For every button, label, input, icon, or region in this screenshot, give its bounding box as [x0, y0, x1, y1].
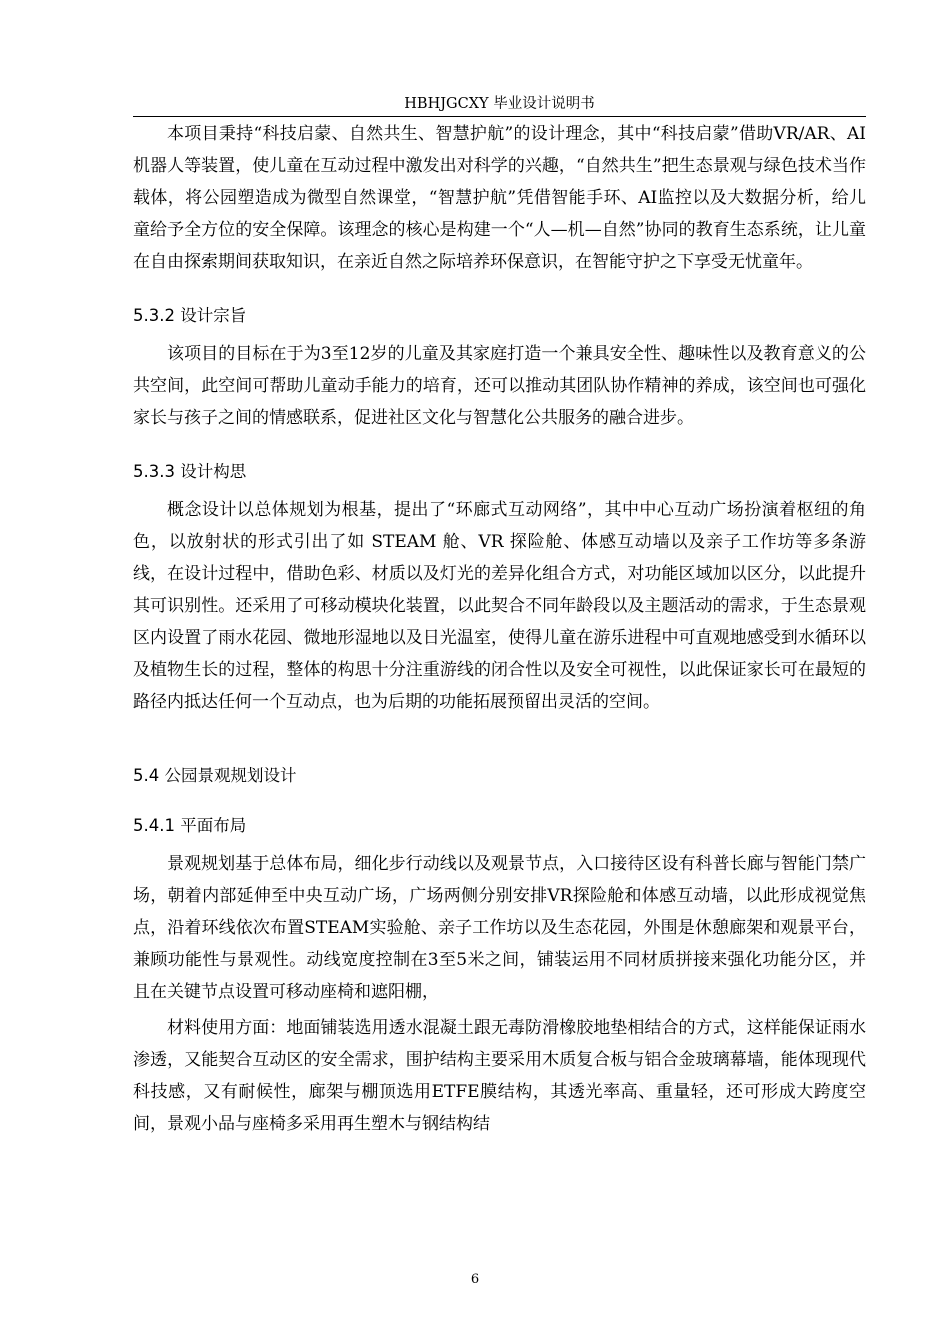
page-content: [133, 118, 866, 1140]
page-header: HBHJGCXY 毕业设计说明书: [133, 92, 866, 117]
page-number: 6: [470, 1272, 480, 1287]
heading-5-4-1: 5.4.1 平面布局: [133, 816, 247, 835]
heading-5-4: 5.4 公园景观规划设计: [133, 766, 297, 785]
paragraph-design-purpose: 该项目的目标在于为3至12岁的儿童及其家庭打造一个兼具安全性、趣味性以及教育意义的公共空间，此空间可帮助儿童动手能力的培育，还可以推动其团队协作精神的养成，该空间也可强化家长与孩子之间的情感联系，促进社区文化与智慧化公共服务的融合进步。: [133, 344, 866, 428]
heading-5-3-2: 5.3.2 设计宗旨: [133, 306, 247, 325]
paragraph-design-concept: 本项目秉持“科技启蒙、自然共生、智慧护航”的设计理念，其中“科技启蒙”借助VR/AR、AI机器人等装置，使儿童在互动过程中激发出对科学的兴趣，“自然共生”把生态景观与绿色技术当作载体，将公园塑造成为微型自然课堂，“智慧护航”凭借智能手环、AI监控以及大数据分析，给儿童给予全方位的安全保障。该理念的核心是构建一个“人—机—自然”协同的教育生态系统，让儿童在自由探索期间获取知识，在亲近自然之际培养环保意识，在智能守护之下享受无忧童年。: [133, 124, 866, 272]
paragraph-design-idea: 概念设计以总体规划为根基，提出了“环廊式互动网络”，其中中心互动广场扮演着枢纽的角色，以放射状的形式引出了如 STEAM 舱、VR 探险舱、体感互动墙以及亲子工作坊等多条游线，在设计过程中，借助色彩、材质以及灯光的差异化组合方式，对功能区域加以区分，以此提升其可识别性。还采用了可移动模块化装置，以此契合不同年龄段以及主题活动的需求，于生态景观区内设置了雨水花园、微地形湿地以及日光温室，使得儿童在游乐进程中可直观地感受到水循环以及植物生长的过程，整体的构思十分注重游线的闭合性以及安全可视性，以此保证家长可在最短的路径内抵达任何一个互动点，也为后期的功能拓展预留出灵活的空间。: [133, 500, 866, 712]
paragraph-plane-layout: 景观规划基于总体布局，细化步行动线以及观景节点，入口接待区设有科普长廊与智能门禁广场，朝着内部延伸至中央互动广场，广场两侧分别安排VR探险舱和体感互动墙，以此形成视觉焦点，沿着环线依次布置STEAM实验舱、亲子工作坊以及生态花园，外围是休憩廊架和观景平台，兼顾功能性与景观性。动线宽度控制在3至5米之间，铺装运用不同材质拼接来强化功能分区，并且在关键节点设置可移动座椅和遮阳棚，: [133, 854, 866, 1002]
heading-5-3-3: 5.3.3 设计构思: [133, 462, 247, 481]
paragraph-materials: 材料使用方面：地面铺装选用透水混凝土跟无毒防滑橡胶地垫相结合的方式，这样能保证雨水渗透，又能契合互动区的安全需求，围护结构主要采用木质复合板与铝合金玻璃幕墙，能体现现代科技感，又有耐候性，廊架与棚顶选用ETFE膜结构，其透光率高、重量轻，还可形成大跨度空间，景观小品与座椅多采用再生塑木与钢结构结: [133, 1018, 866, 1134]
